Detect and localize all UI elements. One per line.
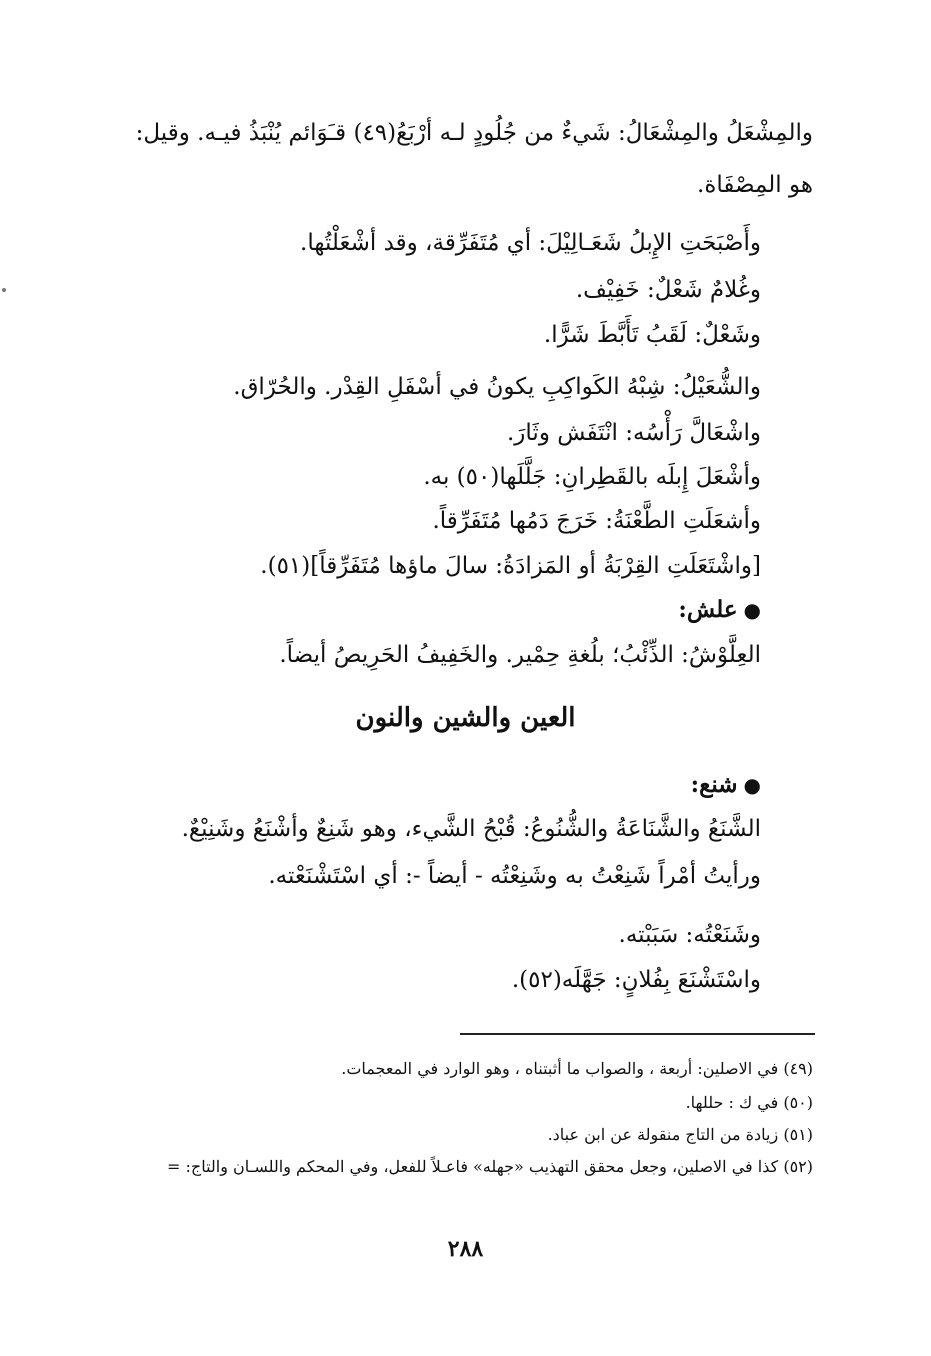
entry-line: وشَنَعْتُه: سَبَبْته.: [618, 922, 761, 948]
entry-line: وأشعَلَتِ الطَّعْنَةُ: خَرَجَ دَمُها مُتَفَرِّقاً.: [432, 508, 761, 534]
root-label: علش:: [678, 596, 738, 623]
root-heading: [691, 770, 761, 800]
page-number: ٢٨٨: [447, 1236, 484, 1262]
entry-line: واسْتَشْنَعَ بِفُلانٍ: جَهَّلَه(٥٢).: [511, 967, 761, 993]
footnote: (٥٠) في ك : حللها.: [685, 1093, 813, 1112]
entry-line: وغُلامٌ شَعْلٌ: خَفِيْف.: [575, 277, 761, 303]
entry-line: وأَصْبَحَتِ الإِبلُ شَعَـالِيْلَ: أي مُتَفَرِّقة، وقد أشْعَلْتُها.: [300, 230, 761, 256]
root-heading: [678, 595, 761, 625]
entry-line: [واشْتَعَلَتِ القِرْبَةُ أو المَزادَةُ: سالَ ماؤها مُتَفَرِّقاً](٥١).: [260, 553, 761, 579]
paragraph-line: هو المِصْفَاة.: [697, 172, 813, 198]
footnote: (٤٩) في الاصلين: أربعة ، والصواب ما أثبتناه ، وهو الوارد في المعجمات.: [341, 1059, 813, 1078]
section-title: العين والشين والنون: [355, 703, 576, 733]
footnote-separator: [460, 1033, 815, 1035]
entry-line: والشُّعَيْلُ: شِبْهُ الكَواكِبِ يكونُ في أسْفَلِ القِدْر. والحُرّاق.: [233, 374, 761, 400]
entry-line: ورأيتُ أمْراً شَنِعْتُ به وشَنِعْتُه - أيضاً -: أي اسْتَشْنَعْته.: [268, 863, 761, 889]
paragraph-line: والمِشْعَلُ والمِشْعَالُ: شَيءٌ من جُلُودٍ لـه أرْبَعُ(٤٩) قـَوَائم يُنْبَذُ فيـه. وقيل:: [135, 120, 813, 146]
entry-line: الشَّنَعُ والشَّنَاعَةُ والشُّنُوعُ: قُبْحُ الشَّيء، وهو شَنِعٌ وأشْنَعُ وشَنِيْعٌ.: [181, 816, 761, 842]
footnote: (٥٢) كذا في الاصلين، وجعل محقق التهذيب «جهله» فاعـلاً للفعل، وفي المحكم واللسـان والتاج: =: [166, 1157, 813, 1176]
margin-mark: [2, 288, 6, 292]
bullet-icon: ●: [743, 598, 761, 622]
entry-line: وشَعْلٌ: لَقَبُ تَأَبَّطَ شَرًّا.: [543, 322, 761, 348]
entry-line: واشْعَالَّ رَأْسُه: انْتَفَش وثَارَ.: [507, 420, 761, 446]
entry-line: وأشْعَلَ إِبلَه بالقَطِرانِ: جَلَّلَها(٥٠) به.: [423, 464, 761, 490]
root-label: شنع:: [690, 771, 738, 798]
bullet-icon: ●: [743, 773, 761, 797]
footnote: (٥١) زيادة من التاج منقولة عن ابن عباد.: [547, 1125, 813, 1144]
entry-line: العِلَّوْشُ: الذِّئْبُ؛ بلُغةِ حِمْير. والخَفِيفُ الحَرِيصُ أيضاً.: [279, 642, 761, 668]
